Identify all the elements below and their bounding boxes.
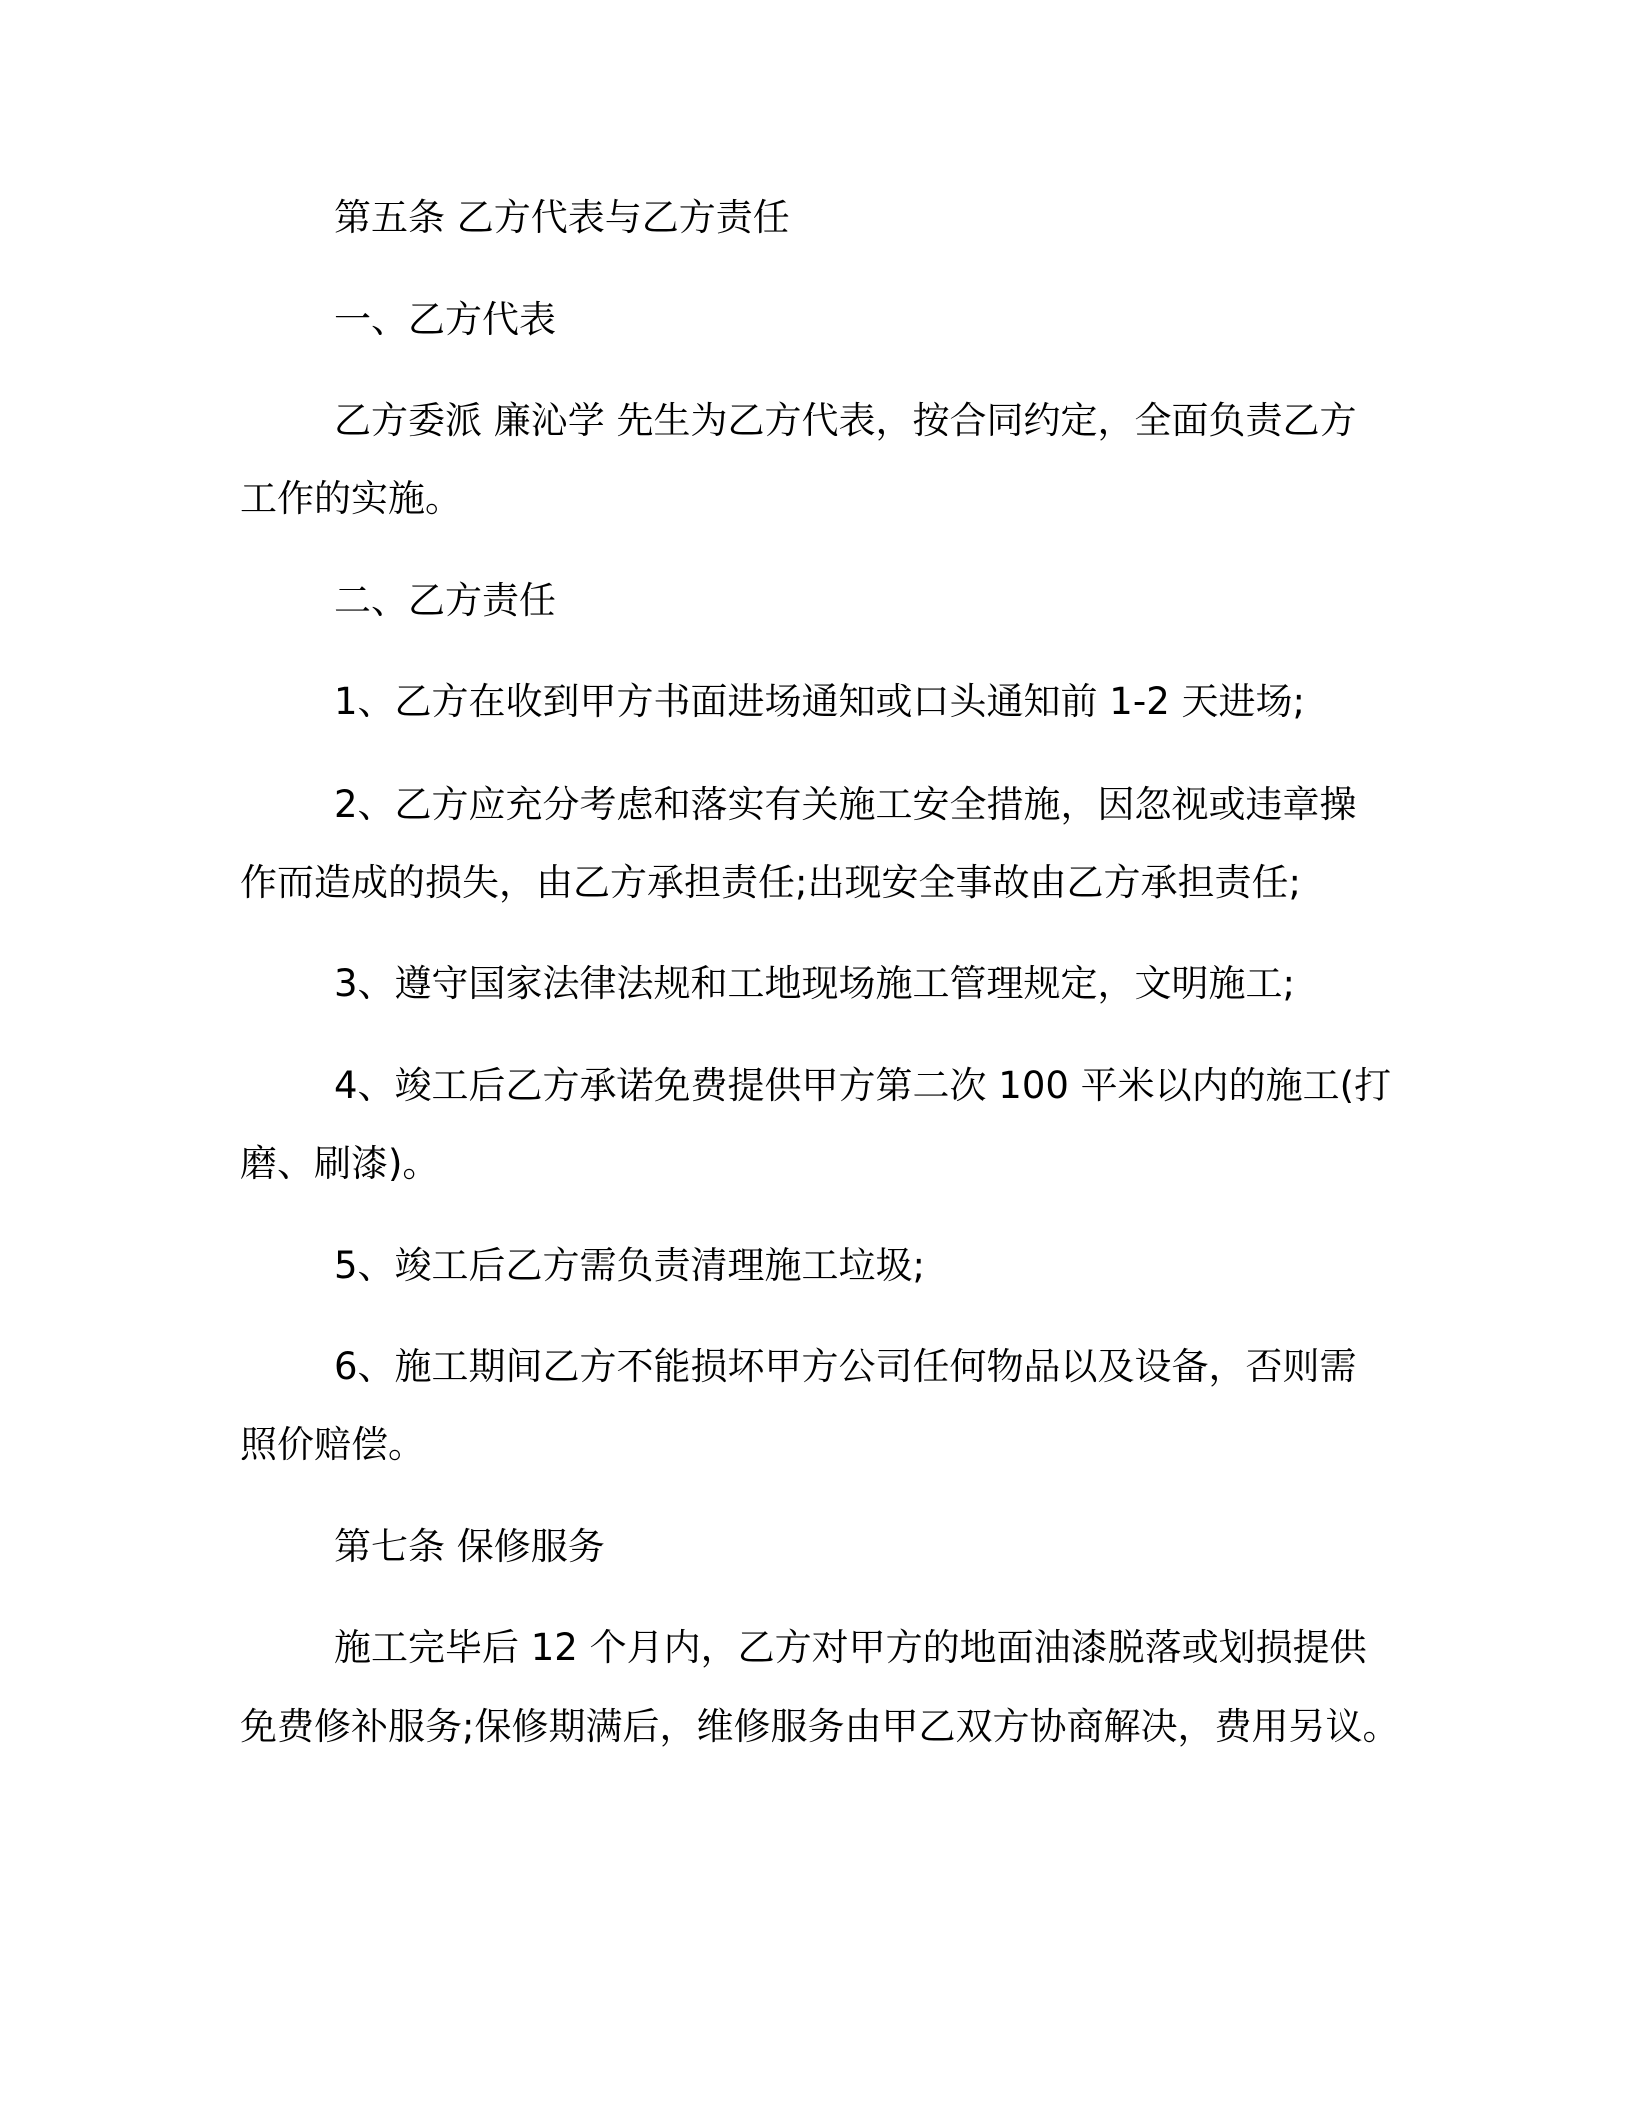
section-2-heading: 二、乙方责任	[334, 579, 556, 622]
list-item-6: 6、施工期间乙方不能损坏甲方公司任何物品以及设备，否则需	[334, 1345, 1357, 1388]
article-5-heading: 第五条 乙方代表与乙方责任	[334, 196, 790, 239]
article-7-heading: 第七条 保修服务	[334, 1525, 605, 1568]
paragraph-line: 工作的实施。	[240, 477, 462, 520]
list-item-2: 2、乙方应充分考虑和落实有关施工安全措施，因忽视或违章操	[334, 783, 1357, 826]
list-item-4-continued: 磨、刷漆)。	[240, 1142, 440, 1185]
list-item-6-continued: 照价赔偿。	[240, 1423, 425, 1466]
list-item-1: 1、乙方在收到甲方书面进场通知或口头通知前 1-2 天进场;	[334, 680, 1305, 723]
paragraph-line: 施工完毕后 12 个月内，乙方对甲方的地面油漆脱落或划损提供	[334, 1626, 1367, 1669]
list-item-3: 3、遵守国家法律法规和工地现场施工管理规定，文明施工;	[334, 962, 1296, 1005]
paragraph-line: 乙方委派 廉沁学 先生为乙方代表，按合同约定，全面负责乙方	[334, 399, 1357, 442]
paragraph-line: 免费修补服务;保修期满后，维修服务由甲乙双方协商解决，费用另议。	[240, 1705, 1400, 1748]
list-item-4: 4、竣工后乙方承诺免费提供甲方第二次 100 平米以内的施工(打	[334, 1064, 1392, 1107]
list-item-2-continued: 作而造成的损失，由乙方承担责任;出现安全事故由乙方承担责任;	[240, 861, 1301, 904]
list-item-5: 5、竣工后乙方需负责清理施工垃圾;	[334, 1244, 926, 1287]
section-1-heading: 一、乙方代表	[334, 298, 556, 341]
